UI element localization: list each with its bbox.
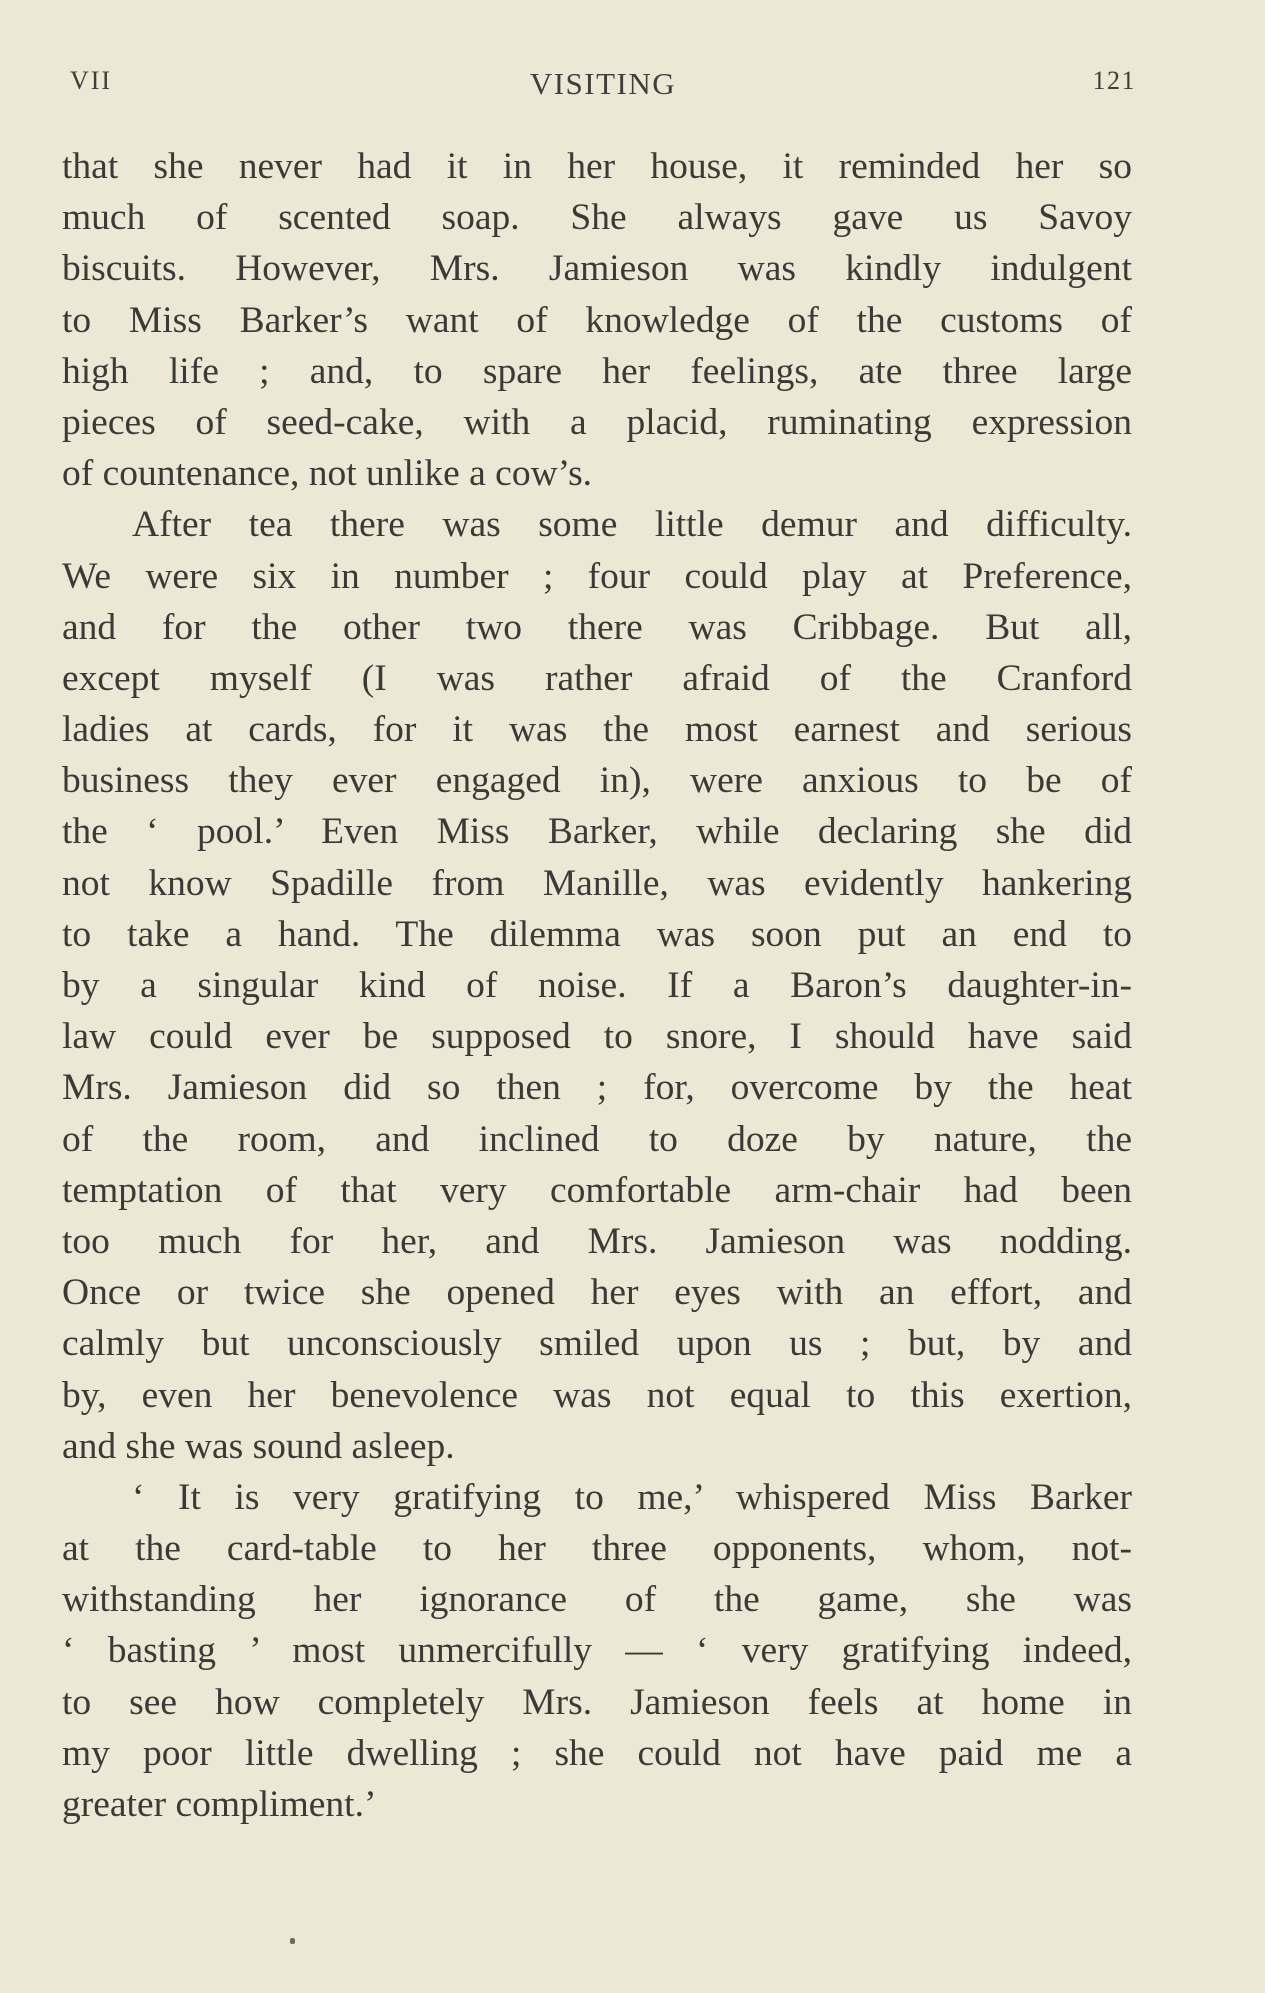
text-line: high life ; and, to spare her feelings, ate three large [62,350,1132,392]
text-line: law could ever be supposed to snore, I should have said [62,1016,1132,1058]
chapter-number: VII [70,66,113,95]
text-line: by, even her benevolence was not equal to this exertion, [62,1374,1132,1416]
text-line: that she never had it in her house, it reminded her so [62,146,1132,187]
text-line: the ‘ pool.’ Even Miss Barker, while declaring she did [62,811,1132,853]
ink-speck [290,1938,295,1944]
text-line: withstanding her ignorance of the game, she was [62,1579,1132,1621]
text-line: to take a hand. The dilemma was soon put an end to [62,913,1132,955]
text-line: to Miss Barker’s want of knowledge of the customs of [62,299,1132,341]
text-line: temptation of that very comfortable arm-chair had been [62,1169,1132,1211]
text-line: except myself (I was rather afraid of the Cranford [62,657,1132,699]
text-line: much of scented soap. She always gave us Savoy [62,197,1132,239]
text-line: to see how completely Mrs. Jamieson feels at home in [62,1681,1132,1723]
text-line: Mrs. Jamieson did so then ; for, overcome by the heat [62,1067,1132,1109]
text-line: business they ever engaged in), were anxious to be of [62,760,1132,802]
text-line: of the room, and inclined to doze by nature, the [62,1118,1132,1160]
page-number: 121 [1092,66,1136,95]
chapter-title: VISITING [529,66,677,101]
text-line: calmly but unconsciously smiled upon us ; but, by and [62,1323,1132,1365]
text-line: not know Spadille from Manille, was evidently hankering [62,862,1132,904]
text-line: biscuits. However, Mrs. Jamieson was kindly indulgent [62,248,1132,290]
body-text [62,141,1132,1830]
text-line: After tea there was some little demur and difficulty. [132,504,1132,546]
text-line: by a singular kind of noise. If a Baron’s daughter-in- [62,965,1132,1006]
text-line: of countenance, not unlike a cow’s. [62,453,593,495]
text-line: pieces of seed-cake, with a placid, ruminating expression [62,401,1132,443]
text-line: too much for her, and Mrs. Jamieson was nodding. [62,1220,1132,1262]
text-line: and for the other two there was Cribbage. But all, [62,606,1132,648]
text-line: We were six in number ; four could play at Preference, [62,555,1132,597]
text-line: at the card-table to her three opponents, whom, not- [62,1528,1132,1570]
text-line: ladies at cards, for it was the most earnest and serious [62,709,1132,751]
text-line: Once or twice she opened her eyes with an effort, and [62,1272,1132,1314]
running-head [70,66,1136,106]
text-line: greater compliment.’ [62,1784,377,1825]
text-line: ‘ It is very gratifying to me,’ whispered Miss Barker [132,1476,1132,1518]
text-line: ‘ basting ’ most unmercifully — ‘ very gratifying indeed, [62,1630,1132,1672]
text-line: and she was sound asleep. [62,1425,455,1467]
text-line: my poor little dwelling ; she could not have paid me a [62,1732,1132,1774]
